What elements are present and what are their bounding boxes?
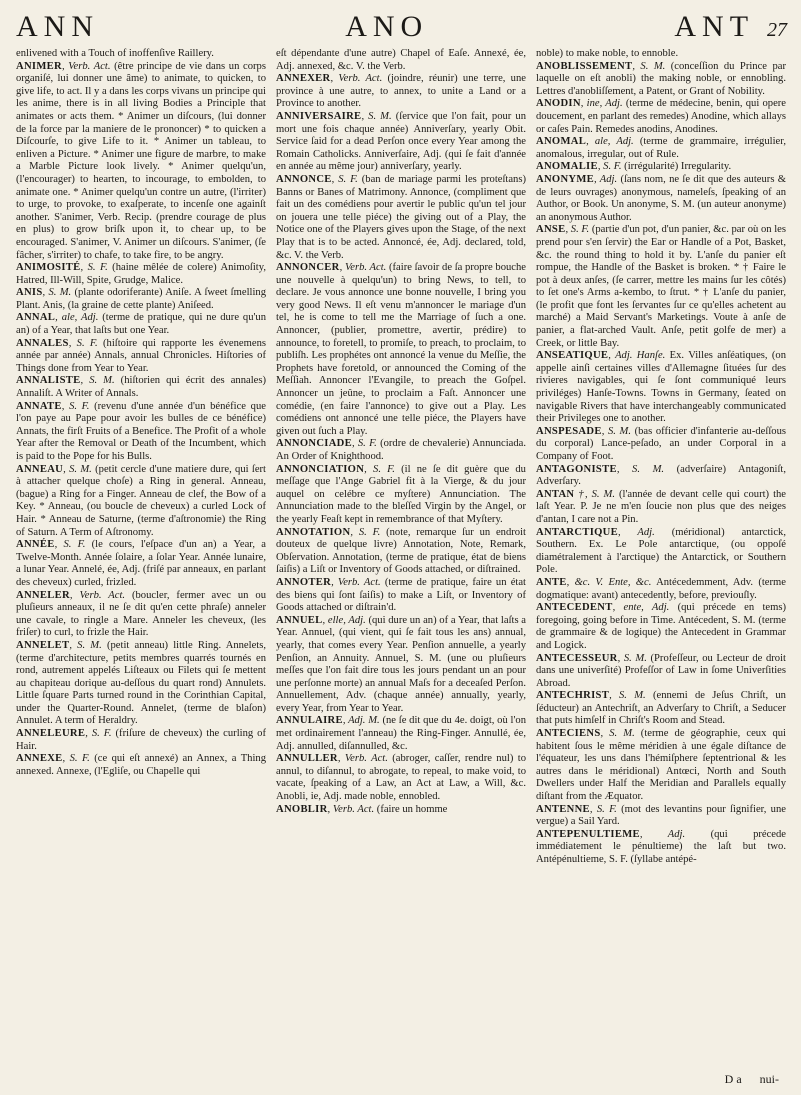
entry-grammar: , ente, Adj. xyxy=(612,602,670,614)
entry-text: (note, remarque ſur un endroit douteux de quelque livre) Annotation, Note, Remark, Obſervation. Annotation, (terme de pratique, état de biens ſaiſis) a Liſt or Inventory of Goods attached, or diſtrained. xyxy=(276,526,526,576)
entry-text: eſt dépendante d'une autre) Chapel of Eaſe. Annexé, ée, Adj. annexed, &c. V. the Verb. xyxy=(276,48,526,72)
dictionary-entry xyxy=(16,753,266,778)
page-number: 27 xyxy=(767,19,787,41)
entry-headword: ANNEXE xyxy=(16,753,63,765)
entry-grammar: , Verb. Act. xyxy=(339,262,387,274)
entry-text: (faire ſavoir de ſa propre bouche une nouvelle à quelqu'un) to bring News, to tell, to declare. Je vous annonce une bonne nouvelle, I bring you very good News. Il eſt venu m'annoncer le mariage d'un tel, he is come to tell me the Marriage of ſuch a one. Annoncer, (publier, promettre, avertir, prédire) to announce, to foretell, to promiſe, to preach, to proclaim, to publiſh. Les prophétes ont annoncé la venue du Meſſie, the Prophets have foretold, or announced the Coming of the Meſſiah. Annoncer l'Evangile, to preach the Goſpel. Annoncer un jeûne, to proclaim a Faſt. Annoncer une comédie, (en faire l'annonce) to give out a Play. Les comédiens ont annoncé une telle piéce, the Players have given out ſuch a Play. xyxy=(276,262,526,437)
entry-text: (friſure de cheveux) the curling of Hair. xyxy=(16,728,266,752)
entry-text: (plante odoriferante) Aniſe. A ſweet ſmelling Plant. Anis, (la graine de cette plante) Aniſeed. xyxy=(16,287,266,311)
entry-headword: ANIMER xyxy=(16,60,62,72)
entry-grammar: , Adj. xyxy=(617,526,655,538)
entry-text: (irrégularité) Irregularity. xyxy=(621,161,732,173)
entry-headword: ANOMALIE xyxy=(536,161,598,173)
entry-grammar: , S. M. xyxy=(69,639,102,651)
column-2 xyxy=(276,48,526,1088)
entry-headword: ANNATE xyxy=(16,400,62,412)
dictionary-entry xyxy=(276,804,526,817)
entry-text: (terme de pratique, qui ne dure qu'un an) of a Year, that laſts but one Year. xyxy=(16,312,266,337)
dictionary-entry xyxy=(536,464,786,489)
entry-grammar: , S. F. xyxy=(54,539,86,551)
entry-text: (conceſſion du Prince par laquelle on eſt anobli) the making noble, or ennobling. Lettres d'anobliſſement, a Patent, or Grant of Nobility. xyxy=(536,60,786,97)
dictionary-entry xyxy=(16,262,266,287)
dictionary-entry xyxy=(16,48,266,61)
entry-headword: ANTEPENULTIEME xyxy=(536,828,640,840)
entry-text: (l'année de devant celle qui court) the laſt Year. P. Je ne m'en ſoucie non plus que des neiges d'antan, I care not a Pin. xyxy=(536,488,786,525)
entry-grammar: , Verb. Act. xyxy=(61,60,111,72)
dictionary-entry xyxy=(536,161,786,174)
entry-text: (petit anneau) little Ring. Annelets, (terme d'architecture, petits membres quarrés tournés en rond, autrement appelés Liſteaux ou Filets qui ſe mettent au chapiteau dorique au-deſſous du quart rond) Annulets. Little ſquare Parts turned round in the Corinthian Capital, under the Quarter-Round. Annelet, (terme de blaſon) Annulet. A term of Heraldry. xyxy=(16,639,266,727)
entry-grammar: , S. M. xyxy=(601,425,631,437)
entry-text: (faire un homme xyxy=(374,803,448,815)
entry-headword: ANOBLISSEMENT xyxy=(536,60,633,72)
entry-grammar: , Adj. xyxy=(639,828,686,840)
running-head-center: ANO xyxy=(345,10,429,43)
entry-headword: ANNIVERSAIRE xyxy=(276,110,362,122)
entry-text: (ce qui eſt annexé) an Annex, a Thing annexed. Annexe, (l'Egliſe, ou Chapelle qui xyxy=(16,753,266,777)
entry-headword: ANOBLIR xyxy=(276,803,328,815)
entry-headword: ANSEATIQUE xyxy=(536,350,609,362)
entry-headword: ANNEXER xyxy=(276,73,331,85)
entry-headword: ANNALES xyxy=(16,337,69,349)
entry-text: (hiſtoire qui rapporte les évenemens année par année) Annals, annual Chronicles. Hiſtories of Things done from Year to Year. xyxy=(16,337,266,374)
entry-grammar: , S. F. xyxy=(85,728,112,740)
entry-grammar: , S. F. xyxy=(62,753,90,765)
dictionary-entry xyxy=(536,527,786,577)
entry-grammar: , ale, Adj. xyxy=(586,136,634,148)
entry-grammar: , S. M. xyxy=(80,375,115,387)
entry-text: (ban de mariage parmi les proteſtans) Banns or Banes of Matrimony. Annonce, (compliment que fait un des comédiens pour avertir le public qu'un tel jour on jouera une telle piéce) the giving out of a Play, the Notice one of the Players gives upon the Stage, of the next Play that is to be acted. Annoncé, ée, Adj. declared, told, &c. V. the Verb. xyxy=(276,173,526,261)
entry-headword: ANNONCE xyxy=(276,173,332,185)
columns xyxy=(16,48,787,1088)
dictionary-entry xyxy=(276,464,526,527)
entry-text: (qui dure un an) of a Year, that laſts a Year. Annuel, (qui vient, qui ſe fait tous les ans) annual, yearly, that comes every Year. Penſion annuelle, a yearly Penſion, an Annuity. Annuel, S. M. (une ou pluſieurs meſſes que l'on fait dire tous les jours pendant un an pour une perſonne morte) an annual Maſs for a deceaſed Perſon. Annuellement, Adv. (chaque année) annually, yearly, every Year, from Year to Year. xyxy=(276,614,526,714)
entry-text: (partie d'un pot, d'un panier, &c. par où on les prend pour s'en ſervir) the Ear or Handle of a Pot, Basket, &c. the round thing to hold it by. L'anſe du panier eſt rompue, the Handle of the Basket is broken. * † Faire le pot à deux anſes, (ſe carrer, mettre les mains ſur les côtés) to ſet one's Arms a-kembo, to ſtrut. * † L'anſe du panier, (le profit que font les ſervantes ſur ce qu'elles achetent au marché) a Maid Servant's Marketings. Voute à anſe de panier, a flat-arched Vault. Anſe, petit golfe de mer) a Creek, or little Bay. xyxy=(536,224,786,349)
entry-headword: ANNONCIATION xyxy=(276,463,365,475)
entry-text: (joindre, réunir) une terre, une province à une autre, to annex, to unite a Land or a Province to another. xyxy=(276,73,526,110)
dictionary-entry xyxy=(536,489,786,527)
entry-headword: ANTECHRIST xyxy=(536,690,610,702)
dictionary-entry xyxy=(16,61,266,263)
entry-headword: ANNÉE xyxy=(16,539,55,551)
dictionary-entry xyxy=(276,262,526,438)
entry-headword: ANNONCIADE xyxy=(276,438,352,450)
dictionary-entry xyxy=(16,640,266,728)
entry-grammar: , Adj. Hanſe. xyxy=(608,350,666,362)
entry-grammar: , S. M. xyxy=(617,652,647,664)
entry-headword: ANTENNE xyxy=(536,803,590,815)
entry-headword: ANNAL xyxy=(16,312,56,324)
entry-headword: ANNULAIRE xyxy=(276,715,343,727)
entry-grammar: , Verb. Act. xyxy=(69,589,126,601)
dictionary-entry xyxy=(276,715,526,753)
dictionary-entry xyxy=(276,111,526,174)
dictionary-entry xyxy=(276,753,526,803)
dictionary-entry xyxy=(536,98,786,136)
entry-text: (être principe de vie dans un corps organiſé, lui donner une âme) to animate, to quicken, to give life, to act. Il y a dans les corps vivans un principe qui les anime, there is in all living Bodies a Principle that animates or acts them. * Animer un diſcours, (lui donner de la force par la maniere de le prononcer) * to quicken a Diſcourſe, to give Life to it. * Animer un tableau, to enliven a Picture. * Animer une figure de marbre, to make a Marble Picture look lively. * Animer quelqu'un, (l'encourager) to hearten, to incourage, to embolden, to animate one. * Animer quelqu'un contre un autre, (l'irriter) to urge, to provoke, to exaſperate, to incenſe one againſt another. S'animer, Verb. Recip. (prendre courage de plus en plus) to grow briſk upon it, to chear up, to be encouraged. S'animer, V. Animer un diſcours. S'animer, (ſe fâcher, s'irriter) to chafe, to take fire, to be angry. xyxy=(16,60,266,261)
entry-headword: ANOMAL xyxy=(536,136,587,148)
dictionary-entry xyxy=(536,174,786,224)
dictionary-entry xyxy=(536,829,786,867)
entry-headword: ANNOTER xyxy=(276,576,332,588)
entry-headword: ANTAN xyxy=(536,488,575,500)
entry-text: (terme de pratique, faire un état des biens qui ſont ſaiſis) to make a Liſt, or Inventory of Goods attached or diſtrain'd. xyxy=(276,576,526,614)
entry-grammar: , S. F. xyxy=(351,438,377,450)
entry-grammar: , S. F. xyxy=(68,337,98,349)
entry-grammar: , Adj. xyxy=(594,173,618,185)
entry-grammar: , S. F. xyxy=(364,463,395,475)
entry-headword: ANNOTATION xyxy=(276,526,351,538)
entry-grammar: , S. F. xyxy=(597,161,622,173)
entry-text: Ex. Villes anſéatiques, (on appelle ainſi certaines villes d'Allemagne ſituées ſur des rivieres navigables, qui ſe ſont communiqué leurs priviléges) Hanſe-Towns. Towns in Germany, ſeated on navigable Rivers that have interchangeably communicated their Privileges one to another. xyxy=(536,350,786,425)
dictionary-entry xyxy=(16,539,266,589)
entry-text: (Profeſſeur, ou Lecteur de droit dans une univerſité) Profeſſor of Law in ſome Univerſities Abroad. xyxy=(536,652,786,689)
entry-text: (le cours, l'eſpace d'un an) a Year, a Twelve-Month. Année ſolaire, a ſolar Year. Année lunaire, a lunar Year. Annelé, ée, Adj. (friſé par anneaux, en parlant des cheveux) curled, frizled. xyxy=(16,539,266,588)
entry-grammar: , Verb. Act. xyxy=(331,576,381,588)
entry-grammar: , S. M. xyxy=(600,728,635,740)
entry-grammar: , &c. V. Ente, &c. xyxy=(566,576,652,588)
entry-headword: ANNELER xyxy=(16,589,70,601)
entry-grammar: , S. M. xyxy=(609,690,646,702)
entry-headword: ANTECEDENT xyxy=(536,602,613,614)
entry-headword: ANNEAU xyxy=(16,463,64,475)
entry-grammar: , Verb. Act. xyxy=(330,73,383,85)
entry-text: enlivened with a Touch of inoffenſive Raillery. xyxy=(16,48,214,59)
entry-text: (hiſtorien qui écrit des annales) Annaliſt. A Writer of Annals. xyxy=(16,375,266,400)
entry-text: (terme de médecine, benin, qui opere doucement, en parlant des remedes) Anodine, which allays or caſes Pain. Remedes anodins, Anodines. xyxy=(536,98,786,135)
running-head xyxy=(16,10,787,48)
entry-grammar: , ine, Adj. xyxy=(580,98,623,110)
dictionary-entry xyxy=(536,61,786,99)
signature-mark: D a xyxy=(724,1072,742,1086)
entry-text: (ordre de chevalerie) Annunciada. An Order of Knighthood. xyxy=(276,438,526,462)
entry-grammar: , Verb. Act. xyxy=(327,803,375,815)
dictionary-entry xyxy=(276,615,526,716)
running-head-right-text: ANT xyxy=(674,10,754,43)
entry-grammar: , ale, Adj. xyxy=(55,312,99,324)
page-footer xyxy=(725,1072,779,1087)
dictionary-entry xyxy=(16,464,266,540)
dictionary-entry xyxy=(16,312,266,337)
entry-headword: ANTECESSEUR xyxy=(536,652,618,664)
entry-headword: ANIMOSITÉ xyxy=(16,262,81,274)
entry-headword: ANNELET xyxy=(16,639,70,651)
entry-text: (il ne ſe dit guère que du meſſage que l'Ange Gabriel fit à la Vierge, & du jour auquel on celébre ce myſtere) Annunciation. The Annunciation made to the bleſſed Virgin by the Angel, or the yearly Feaſt kept in remembrance of that Myſtery. xyxy=(276,463,526,525)
dictionary-entry xyxy=(536,728,786,804)
entry-headword: ANTARCTIQUE xyxy=(536,526,618,538)
entry-grammar: , S. M. xyxy=(632,60,666,72)
entry-grammar: , elle, Adj. xyxy=(322,614,366,626)
entry-text: (ſervice que l'on fait, pour un mort une fois chaque année) Anniverſary, yearly Obit. Service ſaid for a dead Perſon once every Year among the Romain Catholicks. Anniverſaire, Adj. (qui ſe fait d'année en année au même jour) anniverſary, yearly. xyxy=(276,110,526,173)
dictionary-entry xyxy=(276,577,526,615)
column-1 xyxy=(16,48,266,1088)
dictionary-entry xyxy=(276,527,526,577)
entry-headword: ANTAGONISTE xyxy=(536,463,617,475)
entry-text: (terme de grammaire, irrégulier, anomalous, irregular, out of Rule. xyxy=(536,136,786,160)
running-head-left: ANN xyxy=(16,10,99,43)
entry-headword: ANNALISTE xyxy=(16,375,81,387)
entry-text: (revenu d'une année d'un bénéfice que l'on paye au Pape pour avoir les bulles de ce bénéfice) Annats, the firſt Fruits of a Benefice. The Profit of a whole Year after the Removal or Death of the Incumbent, which is paid to the Pope for his Bulls. xyxy=(16,400,266,462)
entry-headword: ANSPESADE xyxy=(536,425,602,437)
dictionary-entry xyxy=(536,48,786,61)
column-3 xyxy=(536,48,786,1088)
entry-grammar: , S. M. xyxy=(616,463,665,475)
dictionary-entry xyxy=(16,728,266,753)
entry-text: (haine mêlée de colere) Animoſity, Hatred, Ill-Will, Spite, Grudge, Malice. xyxy=(16,262,266,286)
entry-text: (boucler, fermer avec un ou pluſieurs anneaux, il ne ſe dit qu'en cette phraſe) anneler une cavale, to ringle a Mare. Anneler les cheveux, (les friſer) to curl, to frizle the Hair. xyxy=(16,589,266,639)
entry-grammar: , S. M. xyxy=(63,463,92,475)
entry-text: (mot des levantins pour ſignifier, une vergue) a Sail Yard. xyxy=(536,803,786,828)
entry-text: (qui précede en tems) foregoing, going before in Time. Antécedent, S. M. (terme de grammaire & de logique) the Antecedent in Grammar and Logick. xyxy=(536,602,786,651)
entry-text: (méridional) antarctick, Southern. Ex. Le Pole antarctique, (ou oppoſé diamétralement à l'arctique) the Antarctick, or Southern Pole. xyxy=(536,526,786,576)
entry-text: noble) to make noble, to ennoble. xyxy=(536,48,679,59)
entry-headword: ANNUEL xyxy=(276,614,323,626)
entry-headword: ANNELEURE xyxy=(16,728,86,740)
dictionary-entry xyxy=(276,438,526,463)
entry-text: (petit cercle d'une matiere dure, qui ſert à attacher quelque choſe) a Ring in general. Anneau, (bague) a Ring for a Finger. Anneau de clef, the Bow of a Key. * Anneau, (ou boucle de cheveux) a curled Lock of Hair. * Anneau de Saturne, (terme d'aſtronomie) the Ring of Saturn. A Term of Aſtronomy. xyxy=(16,463,266,538)
entry-grammar: , S. F. xyxy=(331,173,358,185)
entry-text: (qui précede immédiatement le pénultieme) the laſt but two. Antépénultieme, S. F. (ſyllabe antépé- xyxy=(536,828,786,865)
entry-grammar: , S. M. xyxy=(361,110,392,122)
entry-headword: ANNONCER xyxy=(276,262,340,274)
entry-headword: ANTE xyxy=(536,576,567,588)
dictionary-entry xyxy=(16,375,266,400)
dictionary-entry xyxy=(536,577,786,602)
entry-grammar: , S. F. xyxy=(565,224,590,236)
entry-text: (ne ſe dit que du 4e. doigt, où l'on met ordinairement l'anneau) the Ring-Finger. Annullé, ée, Adj. annulled, diſannulled, &c. xyxy=(276,715,526,752)
running-head-right xyxy=(674,10,787,47)
dictionary-entry xyxy=(276,174,526,262)
dictionary-entry xyxy=(536,602,786,652)
dictionary-entry xyxy=(536,653,786,691)
entry-text: Antécedemment, Adv. (terme dogmatique: avant) antecedently, before, previouſly. xyxy=(536,576,786,601)
entry-text: (abroger, caſſer, rendre nul) to annul, to diſannul, to abrogate, to repeal, to make void, to vacate, ſpeaking of a Law, an Act at Law, a Will, &c. Anobli, ie, Adj. made noble, ennobled. xyxy=(276,753,526,803)
entry-grammar: , Adj. M. xyxy=(342,715,380,727)
entry-grammar: †, S. M. xyxy=(574,488,616,500)
entry-text: (ennemi de Jeſus Chriſt, un ſéducteur) an Antechriſt, an Adverſary to Chriſt, a Seducer that puts himſelf in Chriſt's Room and Stead. xyxy=(536,690,786,727)
entry-text: (adverſaire) Antagoniſt, Adverſary. xyxy=(536,463,786,488)
entry-text: (ſans nom, ne ſe dit que des auteurs & de leurs ouvrages) anonymous, nameleſs, ſpeaking of an Author, or Book. Un anonyme, S. M. (un auteur anonyme) an anonymous Author. xyxy=(536,173,786,223)
entry-text: (bas officier d'infanterie au-deſſous du corporal) Lance-peſado, an under Corporal in a Company of Foot. xyxy=(536,425,786,462)
entry-grammar: , S. F. xyxy=(350,526,381,538)
dictionary-entry xyxy=(536,804,786,829)
entry-headword: ANSE xyxy=(536,224,566,236)
entry-grammar: , S. F. xyxy=(61,400,90,412)
entry-headword: ANONYME xyxy=(536,173,595,185)
entry-headword: ANODIN xyxy=(536,98,581,110)
entry-grammar: , S. F. xyxy=(80,262,108,274)
entry-headword: ANNULLER xyxy=(276,753,338,765)
dictionary-entry xyxy=(276,73,526,111)
dictionary-entry xyxy=(536,350,786,426)
catchword: nui- xyxy=(759,1072,779,1086)
dictionary-entry xyxy=(536,224,786,350)
dictionary-entry xyxy=(536,136,786,161)
entry-headword: ANIS xyxy=(16,287,43,299)
entry-grammar: , S. F. xyxy=(589,803,617,815)
dictionary-entry xyxy=(16,338,266,376)
entry-text: (terme de géographie, ceux qui habitent ſous le même méridien à une égale diſtance de l'équateur, les uns dans l'hémiſphere ſeptentrional & les autres dans le méridional) Antœci, North and South Dwellers under Half the Meridian and Parallels equally diſtant from the Æquator. xyxy=(536,728,786,803)
entry-headword: ANTECIENS xyxy=(536,728,601,740)
dictionary-entry xyxy=(16,590,266,640)
dictionary-entry xyxy=(16,401,266,464)
dictionary-entry xyxy=(536,690,786,728)
entry-grammar: , Verb. Act. xyxy=(337,753,388,765)
dictionary-entry xyxy=(276,48,526,73)
entry-grammar: , S. M. xyxy=(42,287,72,299)
dictionary-entry xyxy=(16,287,266,312)
dictionary-entry xyxy=(536,426,786,464)
